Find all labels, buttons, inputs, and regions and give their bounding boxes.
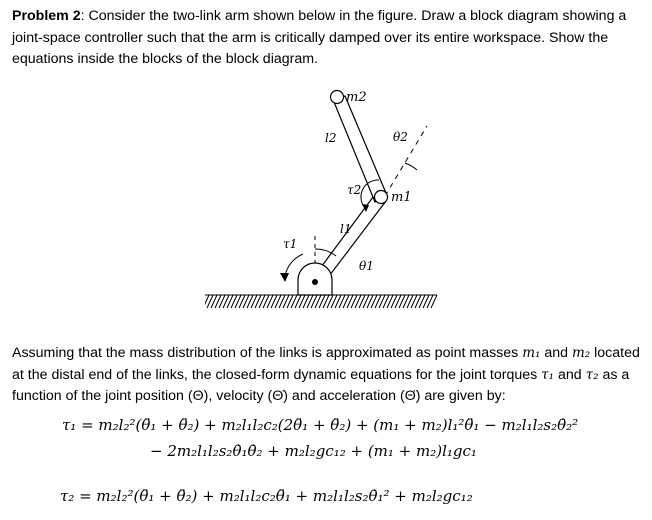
label-theta2: θ2 <box>393 130 408 144</box>
problem-statement <box>12 6 642 71</box>
assumption-text-3: and <box>554 366 586 383</box>
assumption-tau1: τ₁ <box>541 366 555 383</box>
label-m2: m2 <box>346 90 367 105</box>
two-link-arm-figure <box>205 84 445 320</box>
label-tau2: τ2 <box>347 183 362 197</box>
equations-block <box>0 412 652 520</box>
assumption-text-4: as a function of the joint position (Θ), velocity (Θ̇) and acceleration (Θ̈) are given by: <box>12 366 630 404</box>
label-l2: l2 <box>325 131 337 145</box>
problem-text: : Consider the two-link arm shown below in the figure. Draw a block diagram showing a joint-space controller such that the arm is critically damped over its entire workspace. Show the equations inside the blocks of the block diagram. <box>12 8 627 67</box>
equation-tau2: τ₂ = m₂l₂²(θ̈₁ + θ̈₂) + m₂l₁l₂c₂θ̈₁ + m₂l₁l₂s₂θ̇₁² + m₂l₂gc₁₂ <box>60 487 473 505</box>
equation-tau1-line2: − 2m₂l₁l₂s₂θ̇₁θ̇₂ + m₂l₂gc₁₂ + (m₁ + m₂)l₁gc₁ <box>150 442 477 460</box>
equation-tau1-line1: τ₁ = m₂l₂²(θ̈₁ + θ̈₂) + m₂l₁l₂c₂(2θ̈₁ + θ̈₂) + (m₁ + m₂)l₁²θ̈₁ − m₂l₁l₂s₂θ̇₂² <box>62 416 579 434</box>
label-tau1: τ1 <box>283 237 298 251</box>
assumption-m2: m₂ <box>571 345 591 361</box>
assumption-text-2: located at the distal end of the links, the closed-form dynamic equations for the joint torques <box>12 345 640 383</box>
ground-hatch <box>205 295 437 308</box>
assumption-text-1: Assuming that the mass distribution of the links is approximated as point masses <box>12 345 523 361</box>
assumption-paragraph <box>12 343 642 408</box>
problem-label: Problem 2 <box>12 8 81 24</box>
label-theta1: θ1 <box>359 259 374 273</box>
mass-m2-circle <box>331 91 344 104</box>
label-m1: m1 <box>391 190 412 205</box>
assumption-m1: m₁ <box>522 345 541 361</box>
label-l1: l1 <box>340 222 352 236</box>
assumption-and: and <box>540 345 572 361</box>
tau1-arrowhead <box>280 273 289 282</box>
mass-m1-circle <box>375 191 388 204</box>
assumption-tau2: τ₂ <box>585 366 599 383</box>
arm-diagram <box>205 84 445 320</box>
theta2-arc <box>405 163 417 170</box>
base-joint-dot <box>312 279 318 285</box>
